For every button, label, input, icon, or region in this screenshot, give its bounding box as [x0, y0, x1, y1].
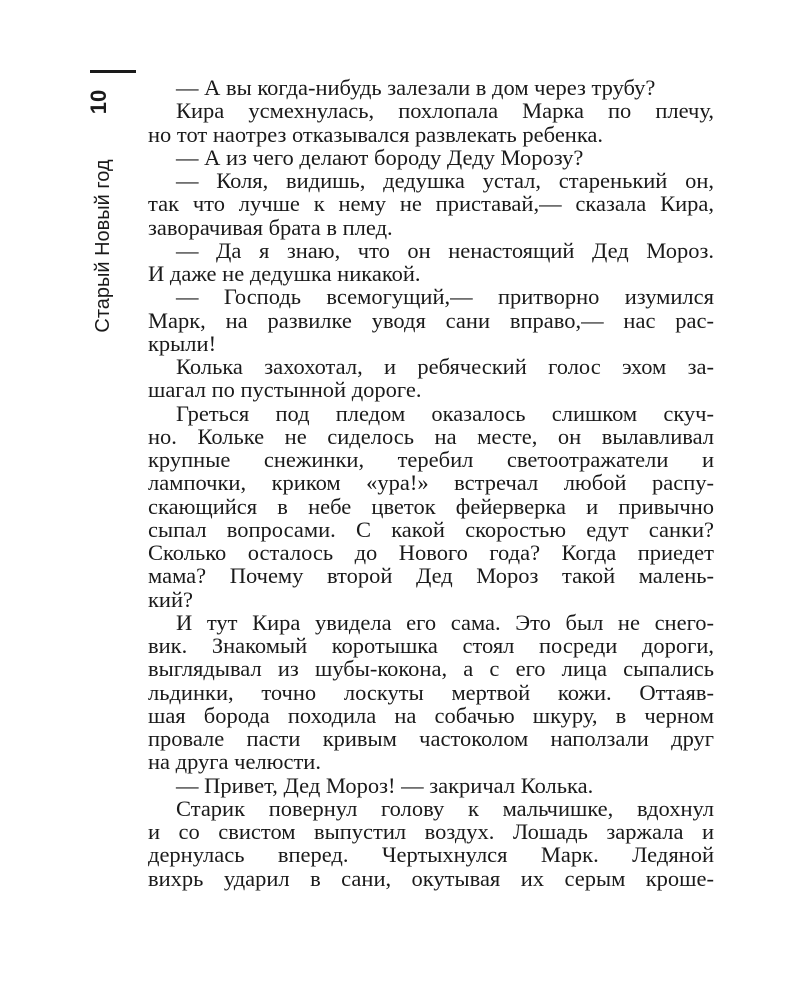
- text-line: шагал по пустынной дороге.: [148, 377, 422, 403]
- body-text: [148, 76, 714, 890]
- text-line: — А вы когда-нибудь залезали в дом через трубу?: [176, 75, 656, 100]
- text-line: Греться под пледом оказалось слишком скуч-: [176, 400, 714, 426]
- text-line: лампочки, криком «ура!» встречал любой распу-: [148, 470, 714, 496]
- text-line: — Коля, видишь, дедушка устал, старенький он,: [176, 168, 714, 193]
- text-line: на друга челюсти.: [148, 749, 321, 775]
- text-line: Сколько осталось до Нового года? Когда приедет: [148, 540, 714, 565]
- text-line: кий?: [148, 586, 193, 612]
- header-rule: [90, 70, 136, 73]
- text-line: шая борода походила на собачью шкуру, в черном: [148, 702, 714, 728]
- text-line: сыпал вопросами. С какой скоростью едут санки?: [148, 516, 714, 542]
- text-line: — А из чего делают бороду Деду Морозу?: [176, 144, 584, 170]
- text-line: вихрь ударил в сани, окутывая их серым кроше-: [148, 865, 714, 891]
- text-line: Кира усмехнулась, похлопала Марка по плечу,: [176, 98, 714, 124]
- text-line: — Привет, Дед Мороз! — закричал Колька.: [176, 772, 594, 798]
- text-line: И даже не дедушка никакой.: [148, 261, 421, 286]
- text-line: скающийся в небе цветок фейерверка и привычно: [148, 493, 714, 519]
- text-line: Старик повернул голову к мальчишке, вдохнул: [176, 795, 714, 821]
- running-title: Старый Новый год: [92, 159, 114, 333]
- text-line: — Да я знаю, что он ненастоящий Дед Мороз.: [176, 237, 714, 263]
- text-line: дернулась вперед. Чертыхнулся Марк. Ледяной: [148, 842, 714, 868]
- text-line: так что лучше к нему не приставай,— сказала Кира,: [148, 191, 714, 217]
- text-line: — Господь всемогущий,— притворно изумился: [176, 284, 714, 310]
- text-line: провале пасти кривым частоколом наползали друг: [148, 726, 714, 751]
- text-line: Марк, на развилке уводя сани вправо,— нас рас-: [148, 307, 714, 333]
- text-line: выглядывал из шубы-кокона, а с его лица сыпались: [148, 656, 714, 682]
- text-line: но. Кольке не сиделось на месте, он вылавливал: [148, 423, 714, 449]
- text-line: Колька захохотал, и ребяческий голос эхом за-: [176, 354, 714, 379]
- text-line: льдинки, точно лоскуты мертвой кожи. Оттаяв-: [148, 679, 714, 705]
- text-line: и со свистом выпустил воздух. Лошадь заржала и: [148, 819, 714, 844]
- text-line: но тот наотрез отказывался развлекать ребенка.: [148, 121, 604, 147]
- text-line: И тут Кира увидела его сама. Это был не снего-: [176, 609, 714, 635]
- text-line: заворачивая брата в плед.: [148, 214, 393, 240]
- text-line: крупные снежинки, теребил светоотражатели и: [148, 447, 714, 472]
- text-line: вик. Знакомый коротышка стоял посреди дороги,: [148, 633, 714, 658]
- page-number: 10: [86, 89, 111, 115]
- text-line: крыли!: [148, 330, 217, 356]
- text-line: мама? Почему второй Дед Мороз такой малень-: [148, 563, 714, 589]
